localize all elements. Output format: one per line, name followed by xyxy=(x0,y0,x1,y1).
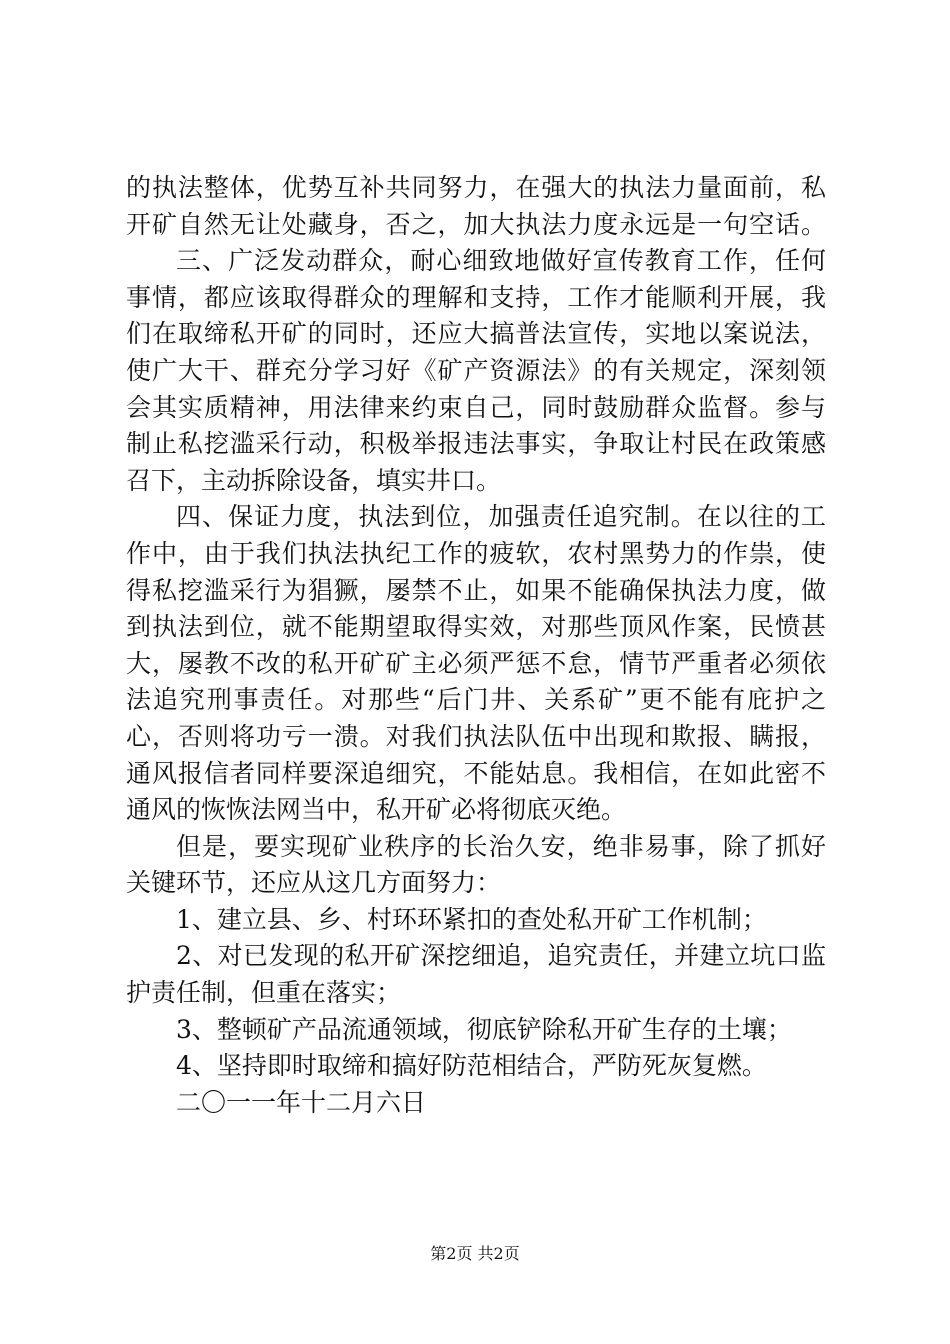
text-line: 召下，主动拆除设备，填实井口。 xyxy=(126,465,502,495)
text-line: 得私挖滥采行为猖獗，屡禁不止，如果不能确保执法力度，做 xyxy=(126,575,826,605)
text-line: 会其实质精神，用法律来约束自己，同时鼓励群众监督。参与 xyxy=(126,392,826,422)
list-item-4: 4、坚持即时取缔和搞好防范相结合，严防死灰复燃。 xyxy=(176,1051,767,1081)
text-line: 关键环节，还应从这几方面努力： xyxy=(126,868,502,898)
text-line: 使广大干、群充分学习好《矿产资源法》的有关规定，深刻领 xyxy=(126,355,826,385)
document-date: 二〇一一年十二月六日 xyxy=(176,1087,427,1117)
text-line: 作中，由于我们执法执纪工作的疲软，农村黑势力的作祟，使 xyxy=(126,538,826,568)
paragraph-start-line: 四、保证力度，执法到位，加强责任追究制。在以往的工 xyxy=(176,502,826,532)
text-line: 通风报信者同样要深追细究，不能姑息。我相信，在如此密不 xyxy=(126,758,826,788)
text-line: 法追究刑事责任。对那些“后门井、关系矿”更不能有庇护之 xyxy=(126,685,826,715)
text-line: 心，否则将功亏一溃。对我们执法队伍中出现和欺报、瞒报， xyxy=(126,721,826,751)
text-line: 护责任制，但重在落实； xyxy=(126,978,402,1008)
text-line: 到执法到位，就不能期望取得实效，对那些顶风作案，民愤甚 xyxy=(126,612,826,642)
text-line: 开矿自然无让处藏身，否之，加大执法力度永远是一句空话。 xyxy=(126,209,826,239)
list-item-1: 1、建立县、乡、村环环紧扣的查处私开矿工作机制； xyxy=(176,904,767,934)
paragraph-start-line: 但是，要实现矿业秩序的长治久安，绝非易事，除了抓好 xyxy=(176,831,826,861)
page-footer xyxy=(0,1244,950,1264)
page-number-indicator: 第2页 共2页 xyxy=(430,1244,520,1263)
text-line: 通风的恢恢法网当中，私开矿必将彻底灭绝。 xyxy=(126,795,627,825)
text-line: 们在取缔私开矿的同时，还应大搞普法宣传，实地以案说法， xyxy=(126,319,826,349)
text-line: 制止私挖滥采行动，积极举报违法事实，争取让村民在政策感 xyxy=(126,429,826,459)
paragraph-start-line: 三、广泛发动群众，耐心细致地做好宣传教育工作，任何 xyxy=(176,246,826,276)
list-item-3: 3、整顿矿产品流通领域，彻底铲除私开矿生存的土壤； xyxy=(176,1014,792,1044)
text-line: 事情，都应该取得群众的理解和支持，工作才能顺利开展，我 xyxy=(126,282,826,312)
document-body xyxy=(126,170,826,1121)
text-line: 的执法整体，优势互补共同努力，在强大的执法力量面前，私 xyxy=(126,173,826,202)
list-item-2: 2、对已发现的私开矿深挖细追，追究责任，并建立坑口监 xyxy=(176,941,826,971)
text-line: 大，屡教不改的私开矿矿主必须严惩不怠，情节严重者必须依 xyxy=(126,648,826,678)
